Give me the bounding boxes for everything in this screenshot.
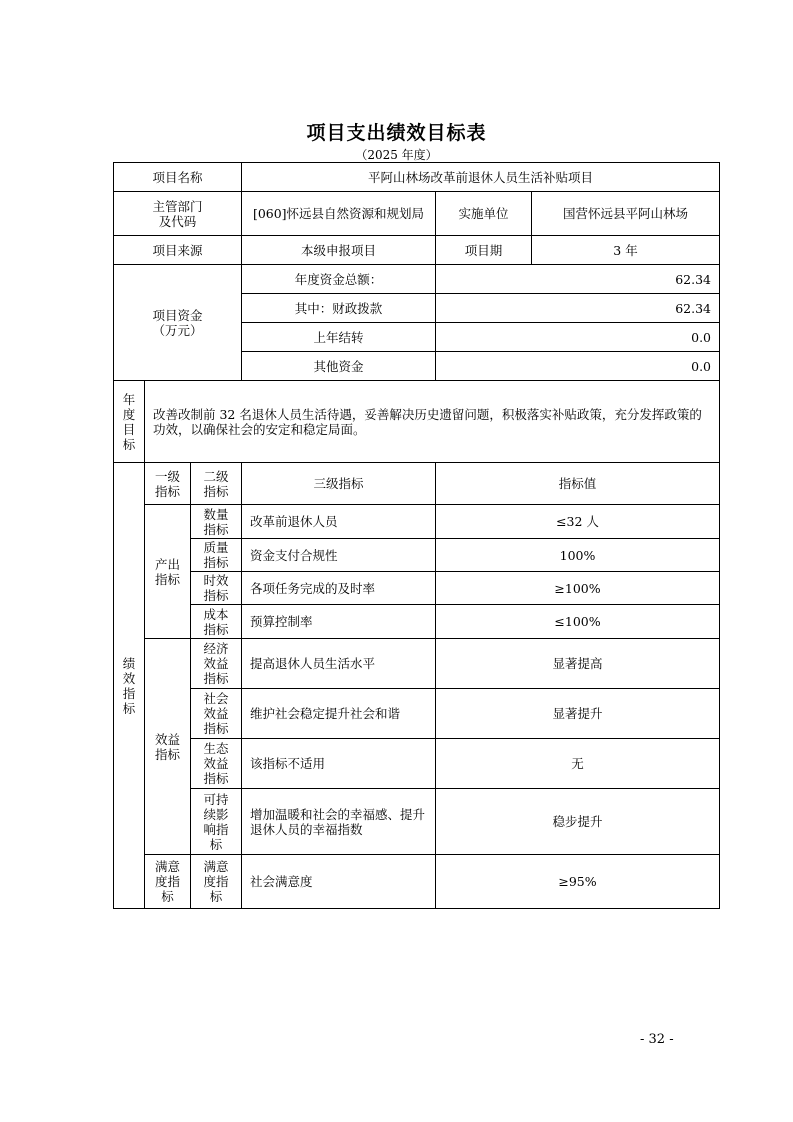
row-indicator-header	[114, 463, 720, 505]
row-fund-0	[114, 265, 720, 294]
department-value: [060]怀远县自然资源和规划局	[242, 192, 436, 236]
implementer-value: 国营怀远县平阿山林场	[532, 192, 720, 236]
level3-cell: 预算控制率	[242, 605, 436, 639]
fund-label: 上年结转	[242, 323, 436, 352]
level3-cell: 社会满意度	[242, 855, 436, 909]
fund-value: 0.0	[436, 323, 720, 352]
level1-header: 一级 指标	[145, 463, 191, 505]
level2-cell: 成本 指标	[191, 605, 242, 639]
funds-label: 项目资金 （万元）	[114, 265, 242, 381]
fund-value: 62.34	[436, 294, 720, 323]
department-label: 主管部门 及代码	[114, 192, 242, 236]
level2-cell: 时效 指标	[191, 572, 242, 605]
indicator-value-cell: 无	[436, 739, 720, 789]
level3-cell: 增加温暖和社会的幸福感、提升退休人员的幸福指数	[242, 789, 436, 855]
level2-header: 二级 指标	[191, 463, 242, 505]
row-annual-goal	[114, 381, 720, 463]
indicator-row	[114, 605, 720, 639]
level2-cell: 经济 效益 指标	[191, 639, 242, 689]
indicator-value-cell: 稳步提升	[436, 789, 720, 855]
level3-cell: 改革前退休人员	[242, 505, 436, 539]
level1-cell: 产出 指标	[145, 505, 191, 639]
indicator-value-header: 指标值	[436, 463, 720, 505]
level1-cell: 效益 指标	[145, 639, 191, 855]
level2-cell: 可持 续影 响指 标	[191, 789, 242, 855]
indicator-value-cell: 100%	[436, 539, 720, 572]
row-department	[114, 192, 720, 236]
row-source	[114, 236, 720, 265]
fund-label: 其中：财政拨款	[242, 294, 436, 323]
implementer-label: 实施单位	[436, 192, 532, 236]
page-title: 项目支出绩效目标表	[306, 122, 487, 144]
indicator-row	[114, 572, 720, 605]
period-value: 3 年	[532, 236, 720, 265]
indicator-value-cell: ≥100%	[436, 572, 720, 605]
indicator-value-cell: 显著提高	[436, 639, 720, 689]
level3-cell: 提高退休人员生活水平	[242, 639, 436, 689]
annual-goal-label: 年 度 目 标	[114, 381, 145, 463]
period-label: 项目期	[436, 236, 532, 265]
level3-cell: 维护社会稳定提升社会和谐	[242, 689, 436, 739]
indicator-row	[114, 639, 720, 689]
level3-cell: 该指标不适用	[242, 739, 436, 789]
indicator-value-cell: ≤100%	[436, 605, 720, 639]
indicator-row	[114, 505, 720, 539]
row-project-name	[114, 163, 720, 192]
indicator-value-cell: 显著提升	[436, 689, 720, 739]
indicator-row	[114, 855, 720, 909]
project-name-value: 平阿山林场改革前退休人员生活补贴项目	[242, 163, 720, 192]
performance-goal-table	[113, 162, 720, 909]
indicator-row	[114, 739, 720, 789]
page-number: - 32 -	[640, 1032, 674, 1047]
indicator-value-cell: ≥95%	[436, 855, 720, 909]
page-subtitle: （2025 年度）	[355, 148, 438, 162]
indicator-row	[114, 539, 720, 572]
level2-cell: 质量 指标	[191, 539, 242, 572]
fund-value: 0.0	[436, 352, 720, 381]
level2-cell: 数量 指标	[191, 505, 242, 539]
indicator-row	[114, 789, 720, 855]
annual-goal-text: 改善改制前 32 名退休人员生活待遇，妥善解决历史遗留问题，积极落实补贴政策，充分发挥政策的功效，以确保社会的安定和稳定局面。	[145, 381, 720, 463]
fund-label: 其他资金	[242, 352, 436, 381]
level3-cell: 各项任务完成的及时率	[242, 572, 436, 605]
level2-cell: 社会 效益 指标	[191, 689, 242, 739]
project-name-label: 项目名称	[114, 163, 242, 192]
source-label: 项目来源	[114, 236, 242, 265]
indicator-row	[114, 689, 720, 739]
performance-label: 绩 效 指 标	[114, 463, 145, 909]
fund-label: 年度资金总额：	[242, 265, 436, 294]
level3-header: 三级指标	[242, 463, 436, 505]
level3-cell: 资金支付合规性	[242, 539, 436, 572]
level1-cell: 满意 度指 标	[145, 855, 191, 909]
level2-cell: 生态 效益 指标	[191, 739, 242, 789]
source-value: 本级申报项目	[242, 236, 436, 265]
fund-value: 62.34	[436, 265, 720, 294]
level2-cell: 满意 度指 标	[191, 855, 242, 909]
indicator-value-cell: ≤32 人	[436, 505, 720, 539]
